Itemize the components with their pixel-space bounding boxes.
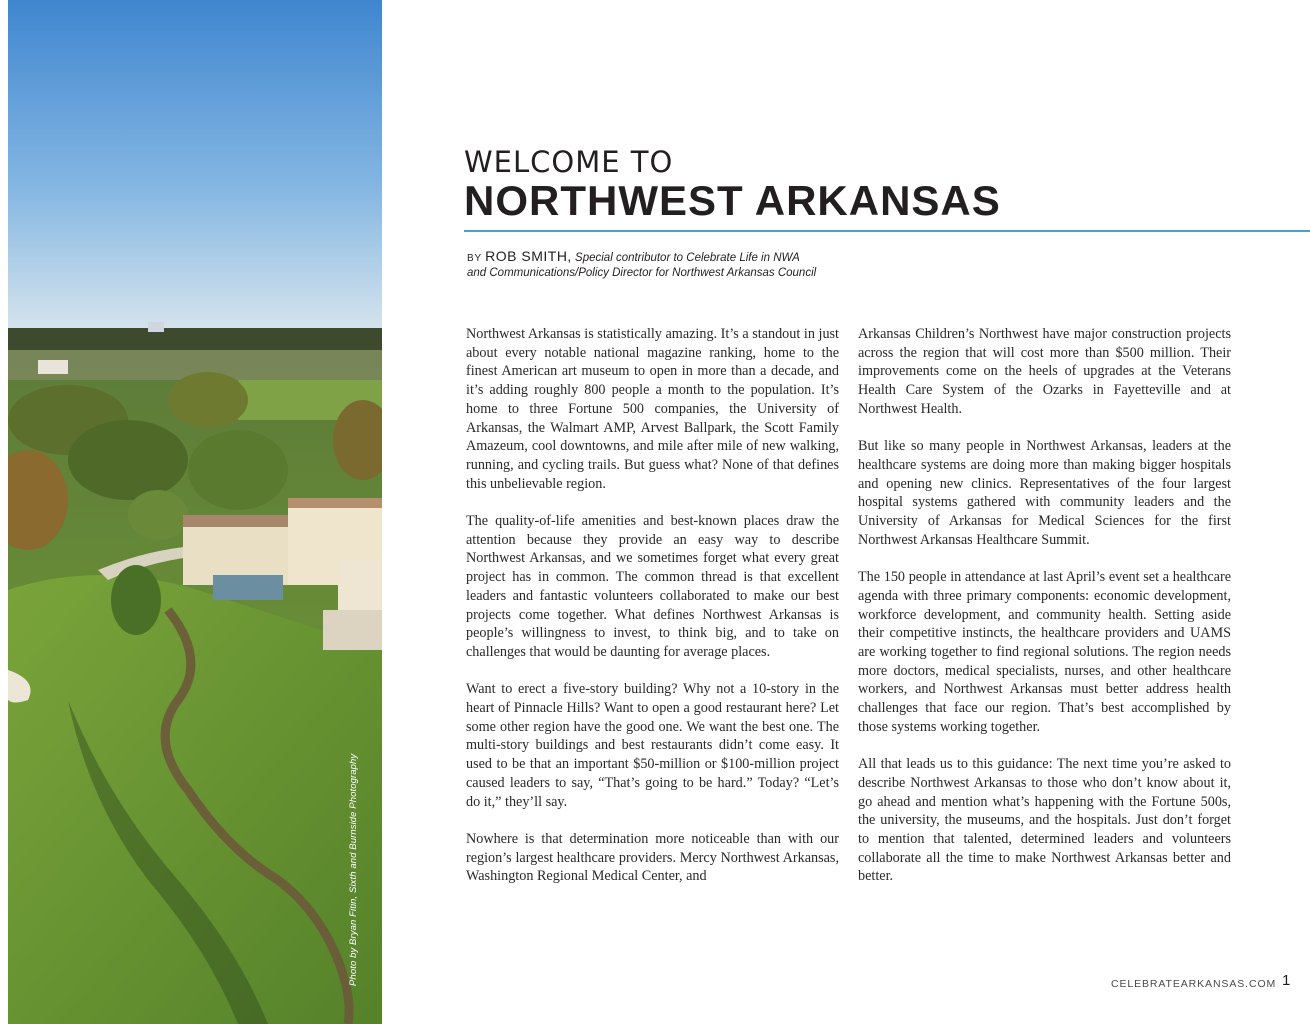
article-column-2: [858, 325, 1231, 905]
byline-by-label: BY: [467, 253, 482, 264]
photo-credit: Photo by Bryan Fitin, Sixth and Burnside Photography: [348, 753, 359, 986]
byline-line-1: [467, 249, 1027, 266]
aerial-photo-illustration: [8, 0, 382, 1024]
article-paragraph: Northwest Arkansas is statistically amazing. It’s a standout in just about every notable national magazine ranking, home to the finest American art museum to open in more than a decade, and it’s adding roughly 800 people a month to the population. It’s home to three Fortune 500 companies, the University of Arkansas, the Walmart AMP, Arvest Ballpark, the Scott Family Amazeum, cool downtowns, and mile after mile of new walking, running, and cycling trails. But guess what? None of that defines this unbelievable region.: [466, 326, 839, 492]
article-column-1: [466, 325, 839, 905]
article-paragraph: But like so many people in Northwest Arkansas, leaders at the healthcare systems are doing more than making bigger hospitals and opening new clinics. Representatives of the four largest hospital systems gathered with community leaders and the University of Arkansas for Medical Sciences for the first Northwest Arkansas Healthcare Summit.: [858, 438, 1231, 548]
byline: [467, 249, 1027, 281]
article-paragraph: Nowhere is that determination more noticeable than with our region’s largest healthcare providers. Mercy Northwest Arkansas, Washington Regional Medical Center, and: [466, 830, 839, 885]
article-headline: [464, 146, 1001, 224]
byline-role-line-2: and Communications/Policy Director for Northwest Arkansas Council: [467, 267, 817, 279]
page-number: 1: [1282, 972, 1291, 989]
aerial-photo: [8, 0, 382, 1024]
headline-kicker: WELCOME TO: [464, 145, 674, 179]
article-paragraph: All that leads us to this guidance: The next time you’re asked to describe Northwest Arkansas to those who don’t know about it, go ahead and mention what’s happening with the Fortune 500s, the university, the museums, and the hospitals. Just don’t forget to mention that talented, determined leaders and volunteers collaborate all the time to make Northwest Arkansas better and better.: [858, 756, 1231, 885]
byline-author: ROB SMITH,: [485, 248, 572, 264]
headline-title: NORTHWEST ARKANSAS: [464, 177, 1001, 224]
footer-website: CELEBRATEARKANSAS.COM: [1111, 978, 1277, 990]
headline-divider: [464, 230, 1310, 232]
article-paragraph: Arkansas Children’s Northwest have major construction projects across the region that will cost more than $500 million. Their improvements come on the heels of upgrades at the Veterans Health Care System of the Ozarks in Fayetteville and at Northwest Health.: [858, 326, 1231, 417]
article-paragraph: Want to erect a five-story building? Why not a 10-story in the heart of Pinnacle Hills? Want to open a good restaurant here? Let some other region have the good one. We want the best one. The multi-story buildings and best restaurants didn’t come easy. It used to be that an important $50-million or $100-million project caused leaders to say, “That’s going to be hard.” Today? “Let’s do it,” they’ll say.: [466, 681, 839, 810]
article-paragraph: The 150 people in attendance at last April’s event set a healthcare agenda with three primary components: economic development, workforce development, and community health. Setting aside their competitive instincts, the healthcare providers and UAMS are working together to find regional solutions. The region needs more doctors, medical specialists, nurses, and other healthcare workers, and Northwest Arkansas must better address health challenges that face our region. That’s best accomplished by those systems working together.: [858, 569, 1231, 735]
article-paragraph: The quality-of-life amenities and best-known places draw the attention because they provide an easy way to describe Northwest Arkansas, and we sometimes forget what every great project has in common. The common thread is that excellent leaders and fantastic volunteers collaborated to make our best projects come together. What defines Northwest Arkansas is people’s willingness to invest, to think big, and to take on challenges that would be daunting for average places.: [466, 513, 839, 660]
byline-role-line-1: Special contributor to Celebrate Life in NWA: [575, 252, 800, 264]
